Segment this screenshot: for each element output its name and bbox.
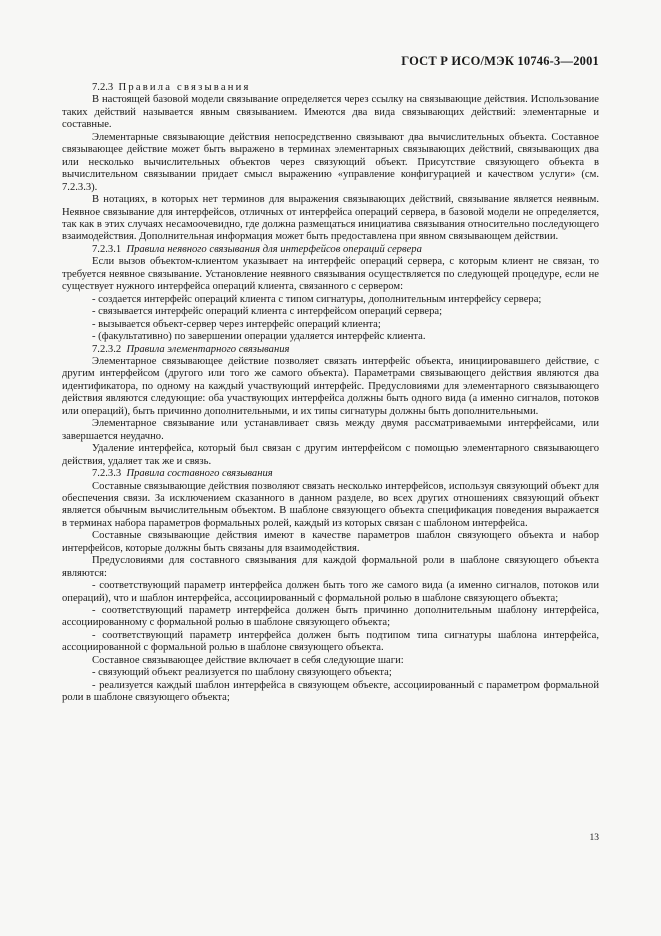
paragraph: Удаление интерфейса, который был связан с другим интерфейсом с помощью элементарного связывающего действия, удаляет так же и связь. <box>62 443 599 467</box>
section-number: 7.2.3.1 <box>92 243 122 255</box>
list-item: - вызывается объект-сервер через интерфейс операций клиента; <box>92 318 381 330</box>
paragraph: Элементарные связывающие действия непосредственно связывают два вычислительных объекта. Составное связывающее действие может быть выражено в терминах элементарных связывающих действий, связывающих два или несколько вычислительных объектов через связующий объект. Присутствие связующего объекта в вычислительном связывании придает смысл выражению «управление конфигурацией и качеством услуги» (см. 7.2.3.3). <box>62 131 599 193</box>
section-title: Правила элементарного связывания <box>126 343 290 355</box>
section-number: 7.2.3 <box>92 82 114 93</box>
paragraph: Предусловиями для составного связывания для каждой формальной роли в шаблоне связующего объекта являются: <box>62 555 599 579</box>
paragraph: Составное связывающее действие включает в себя следующие шаги: <box>92 654 404 666</box>
section-heading-7-2-3-1 <box>62 244 599 256</box>
list-item: - соответствующий параметр интерфейса должен быть подтипом типа сигнатуры шаблона интерфейса, ассоциированной с формальной ролью в шаблоне связующего объекта. <box>62 629 599 654</box>
list-item: - (факультативно) по завершении операции удаляется интерфейс клиента. <box>92 331 426 343</box>
list-item: - соответствующий параметр интерфейса должен быть причинно дополнительным шаблону интерфейса, ассоциированному с формальной ролью в шаблоне связующего объекта; <box>62 605 599 629</box>
paragraph: Элементарное связывающее действие позволяет связать интерфейс объекта, инициировавшего действие, с другим интерфейсом (другого или того же самого объекта). Параметрами связывающего действия являются два идентификатора, по одному на каждый участвующий интерфейс. Предусловиями для элементарного связывающего действия являются следующие: оба участвующих интерфейса должны быть одного вида (а именно сигналов, потоков или операций), быть причинно дополнительными, и их типы сигнатуры должны быть дополнительными. <box>62 355 599 417</box>
list-item: - создается интерфейс операций клиента с типом сигнатуры, дополнительным интерфейсу сервера; <box>92 293 542 305</box>
paragraph: В нотациях, в которых нет терминов для выражения связывающих действий, связывание является неявным. Неявное связывание для интерфейсов, отличных от интерфейса операций сервера, в базовой модели не определяется, так как в этих случаях несамоочевидно, где должна размещаться инициатива связывания относительно последующего взаимодействия. Дополнительная информация может быть предоставлена при явном связывающем действии. <box>62 194 599 243</box>
paragraph: Составные связывающие действия позволяют связать несколько интерфейсов, используя связующий объект для обеспечения связи. За исключением сказанного в данном разделе, во всех других отношениях связующий объект является обычным вычислительным объектом. В шаблоне связующего объекта спецификация поведения выражается в терминах набора параметров формальных ролей, каждый из которых связан с шаблоном интерфейса. <box>62 480 599 529</box>
paragraph: Если вызов объектом-клиентом указывает на интерфейс операций сервера, с которым клиент не связан, то требуется неявное связывание. Установление неявного связывания осуществляется по следующей процедуре, если не существует нужного интерфейса операций клиента, связанного с сервером: <box>62 256 599 293</box>
standard-header: ГОСТ Р ИСО/МЭК 10746-3—2001 <box>401 54 599 68</box>
section-number: 7.2.3.2 <box>92 343 122 355</box>
section-heading-7-2-3-3 <box>62 468 599 480</box>
section-number: 7.2.3.3 <box>92 468 122 480</box>
list-item: - связывается интерфейс операций клиента с интерфейсом операций сервера; <box>92 306 443 318</box>
section-title: Правила связывания <box>118 82 251 93</box>
section-title: Правила составного связывания <box>126 468 273 480</box>
list-item: - реализуется каждый шаблон интерфейса в связующем объекте, ассоциированный с параметром формальной роли в шаблоне связующего объекта; <box>62 679 599 704</box>
paragraph: Составные связывающие действия имеют в качестве параметров шаблон связующего объекта и набор интерфейсов, которые должны быть связаны для взаимодействия. <box>62 530 599 554</box>
document-body <box>62 82 599 705</box>
section-heading-7-2-3 <box>62 82 599 94</box>
paragraph: В настоящей базовой модели связывание определяется через ссылку на связывающие действия. Использование таких действий называется явным связыванием. Имеются два вида связывающих действий: элементарные и составные. <box>62 94 599 131</box>
list-item: - связующий объект реализуется по шаблону связующего объекта; <box>92 667 392 679</box>
list-item: - соответствующий параметр интерфейса должен быть того же самого вида (а именно сигналов, потоков или операций), что и шаблон интерфейса, ассоциированный с формальной ролью в шаблоне связующего объекта; <box>62 580 599 604</box>
section-title: Правила неявного связывания для интерфейсов операций сервера <box>126 243 422 255</box>
paragraph: Элементарное связывание или устанавливает связь между двумя рассматриваемыми интерфейсами, или завершается неудачно. <box>62 418 599 442</box>
page-number: 13 <box>589 833 599 843</box>
section-heading-7-2-3-2 <box>62 344 599 356</box>
